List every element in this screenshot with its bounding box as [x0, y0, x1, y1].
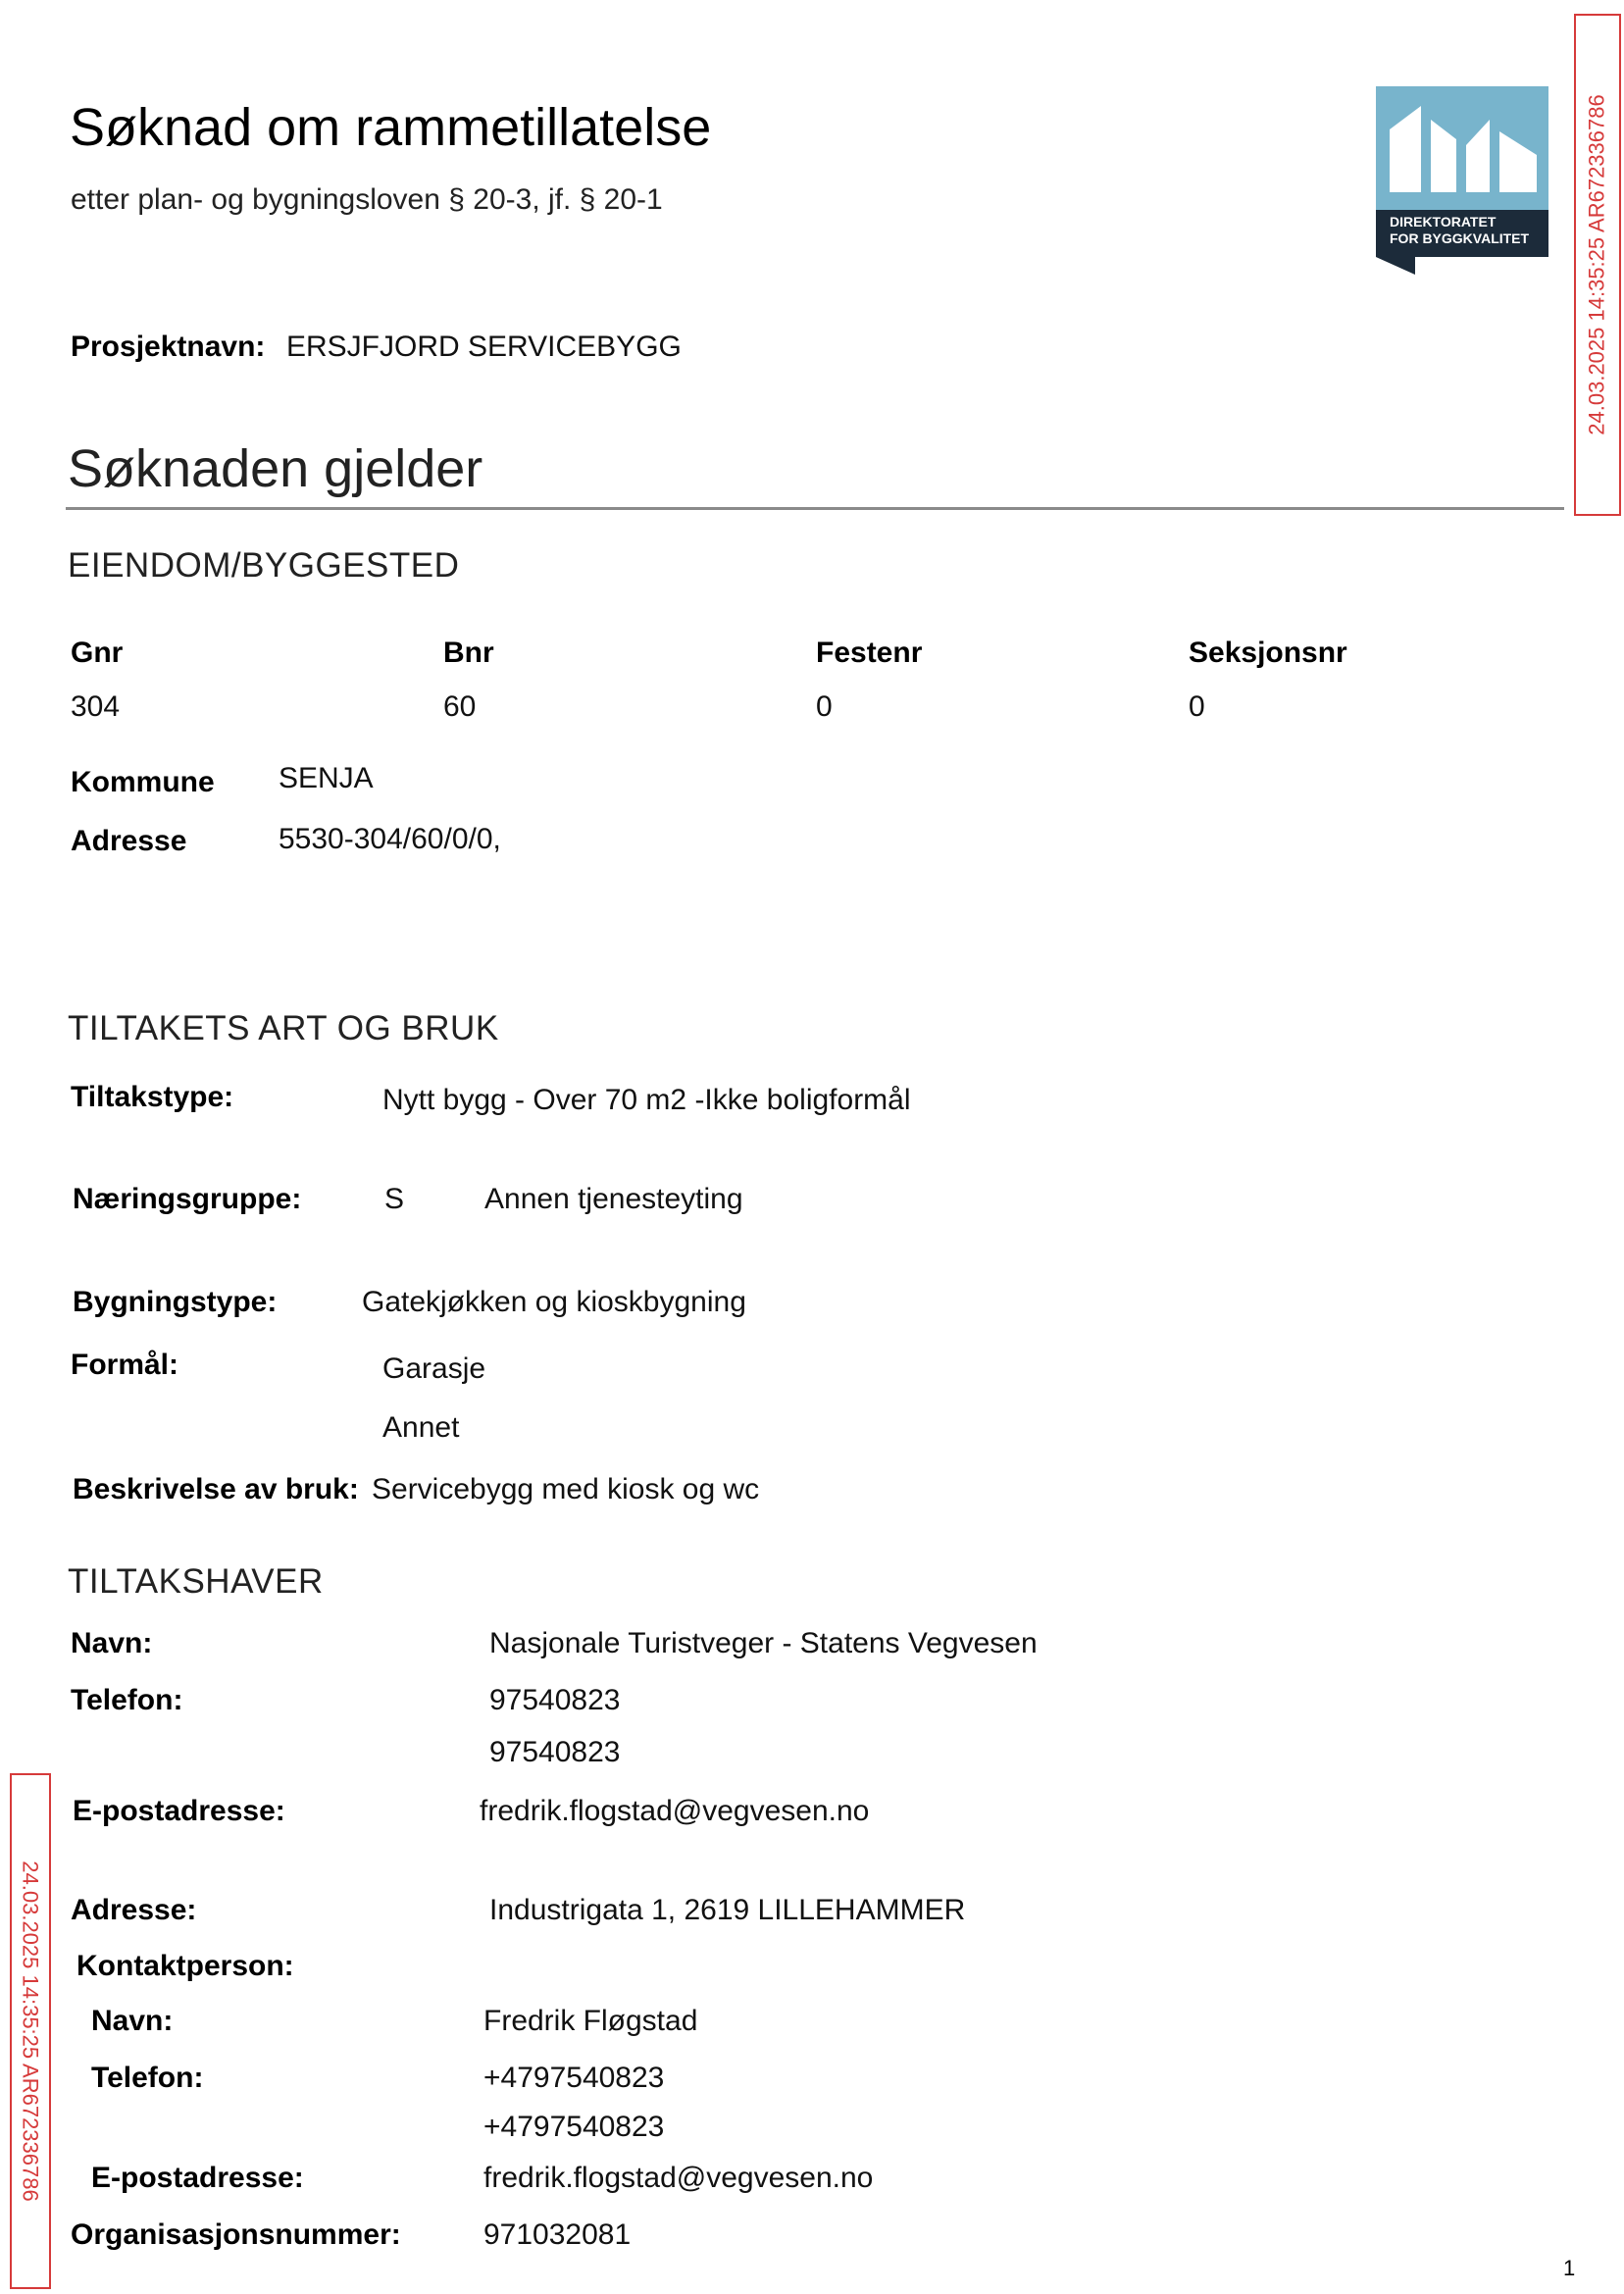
logo-text-line1: DIREKTORATET — [1390, 214, 1497, 229]
document-subtitle: etter plan- og bygningsloven § 20-3, jf. § 20-1 — [71, 183, 663, 216]
project-name-label: Prosjektnavn: — [71, 331, 266, 363]
festenr-label: Festenr — [816, 637, 923, 669]
applicant-email-label: E-postadresse: — [73, 1795, 285, 1827]
building-type-label: Bygningstype: — [73, 1286, 278, 1318]
measure-heading: TILTAKETS ART OG BRUK — [68, 1009, 499, 1047]
section-divider — [66, 507, 1564, 510]
address-value: 5530-304/60/0/0, — [279, 823, 501, 855]
document-title: Søknad om rammetillatelse — [70, 98, 712, 157]
section-heading: Søknaden gjelder — [68, 439, 483, 498]
timestamp-stamp-left — [10, 1773, 51, 2289]
seksjonsnr-value: 0 — [1189, 690, 1205, 723]
purpose-item: Garasje — [382, 1352, 486, 1385]
contact-person-label: Kontaktperson: — [76, 1950, 294, 1982]
project-name-value: ERSJFJORD SERVICEBYGG — [286, 331, 682, 363]
logo-text-line2: FOR BYGGKVALITET — [1390, 230, 1530, 246]
org-number-label: Organisasjonsnummer: — [71, 2218, 401, 2251]
contact-email-label: E-postadresse: — [91, 2162, 304, 2194]
contact-name-label: Navn: — [91, 2005, 174, 2037]
applicant-name-label: Navn: — [71, 1627, 153, 1659]
stamp-text: 24.03.2025 14:35:25 AR672336786 — [19, 1861, 43, 2202]
applicant-phone: 97540823 — [489, 1684, 621, 1716]
contact-name-value: Fredrik Fløgstad — [483, 2005, 698, 2037]
usage-label: Beskrivelse av bruk: — [73, 1473, 359, 1505]
org-number-value: 971032081 — [483, 2218, 632, 2251]
applicant-email-value: fredrik.flogstad@vegvesen.no — [480, 1795, 870, 1827]
contact-phone-label: Telefon: — [91, 2062, 204, 2094]
industry-name: Annen tjenesteyting — [484, 1183, 743, 1215]
applicant-heading: TILTAKSHAVER — [68, 1562, 324, 1601]
timestamp-stamp-top — [1574, 14, 1621, 516]
seksjonsnr-label: Seksjonsnr — [1189, 637, 1347, 669]
property-heading: EIENDOM/BYGGESTED — [68, 546, 460, 585]
building-type-value: Gatekjøkken og kioskbygning — [362, 1286, 746, 1318]
bnr-label: Bnr — [443, 637, 494, 669]
stamp-text: 24.03.2025 14:35:25 AR672336786 — [1585, 94, 1609, 435]
applicant-address-label: Adresse: — [71, 1894, 197, 1926]
address-label: Adresse — [71, 825, 187, 857]
municipality-value: SENJA — [279, 762, 374, 794]
applicant-address-value: Industrigata 1, 2619 LILLEHAMMER — [489, 1894, 966, 1926]
measure-type-label: Tiltakstype: — [71, 1081, 234, 1113]
gnr-value: 304 — [71, 690, 121, 723]
industry-code: S — [384, 1183, 405, 1215]
festenr-value: 0 — [816, 690, 833, 723]
contact-email-value: fredrik.flogstad@vegvesen.no — [483, 2162, 874, 2194]
usage-value: Servicebygg med kiosk og wc — [372, 1473, 760, 1505]
applicant-phone-label: Telefon: — [71, 1684, 183, 1716]
dibk-logo — [1376, 86, 1548, 275]
purpose-item: Annet — [382, 1411, 460, 1444]
contact-phone: +4797540823 — [483, 2111, 665, 2143]
applicant-phone: 97540823 — [489, 1736, 621, 1768]
bnr-value: 60 — [443, 690, 477, 723]
gnr-label: Gnr — [71, 637, 124, 669]
contact-phone: +4797540823 — [483, 2062, 665, 2094]
measure-type-value: Nytt bygg - Over 70 m2 -Ikke boligformål — [382, 1084, 911, 1116]
applicant-name-value: Nasjonale Turistveger - Statens Vegvesen — [489, 1627, 1038, 1659]
municipality-label: Kommune — [71, 766, 215, 798]
purpose-label: Formål: — [71, 1349, 179, 1381]
industry-label: Næringsgruppe: — [73, 1183, 302, 1215]
page-number: 1 — [1563, 2256, 1576, 2280]
